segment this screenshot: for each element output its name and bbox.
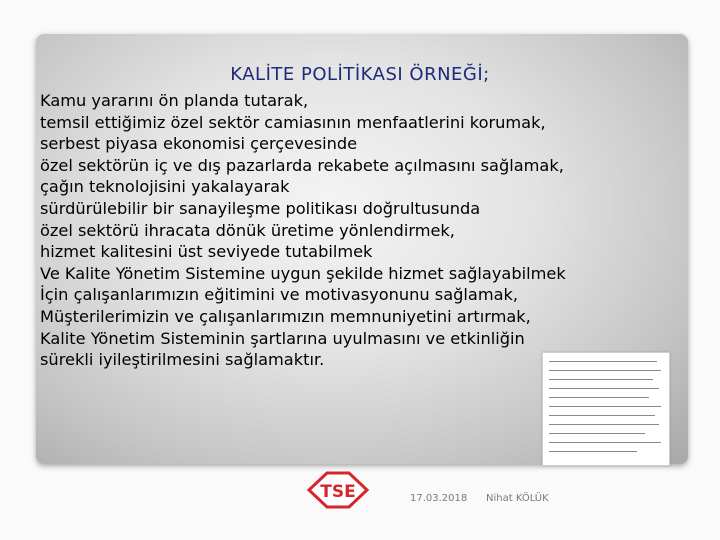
document-thumbnail-image — [542, 352, 670, 466]
policy-line: Ve Kalite Yönetim Sistemine uygun şekilde hizmet sağlayabilmek — [40, 263, 566, 283]
policy-line: özel sektörü ihracata dönük üretime yönlendirmek, — [40, 220, 455, 240]
policy-line: Müşterilerimizin ve çalışanlarımızın memnuniyetini artırmak, — [40, 306, 531, 326]
policy-line: serbest piyasa ekonomisi çerçevesinde — [40, 134, 358, 154]
slide-title: KALİTE POLİTİKASI ÖRNEĞİ; — [230, 64, 490, 85]
policy-line: hizmet kalitesini üst seviyede tutabilmek — [40, 242, 373, 262]
policy-line: çağın teknolojisini yakalayarak — [40, 177, 290, 197]
policy-line: Kalite Yönetim Sisteminin şartlarına uyulmasını ve etkinliğin — [40, 328, 525, 348]
policy-line: sürekli iyileştirilmesini sağlamaktır. — [40, 350, 325, 370]
policy-line: Kamu yararını ön planda tutarak, — [40, 91, 309, 110]
tse-logo — [303, 470, 373, 510]
footer-author: Nihat KÖLÜK — [486, 493, 549, 504]
tse-logo-text: TSE — [320, 482, 356, 502]
policy-text — [40, 90, 680, 371]
policy-line: temsil ettiğimiz özel sektör camiasının menfaatlerini korumak, — [40, 112, 546, 132]
footer-date: 17.03.2018 — [410, 493, 468, 504]
policy-line: sürdürülebilir bir sanayileşme politikası doğrultusunda — [40, 198, 481, 218]
policy-line: özel sektörün iç ve dış pazarlarda rekabete açılmasını sağlamak, — [40, 155, 564, 175]
policy-line: İçin çalışanlarımızın eğitimini ve motivasyonunu sağlamak, — [40, 285, 519, 305]
